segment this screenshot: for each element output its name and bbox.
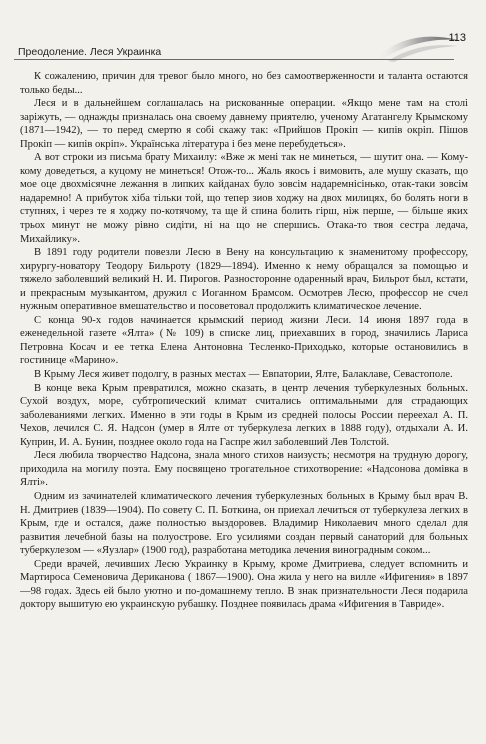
paragraph: А вот строки из письма брату Михаилу: «Вже ж мені так не минеться, — шутит она. — Кому-кому доведеться, а куцому не минеться! Отож-то... Жаль якось і вимовить, але мушу сказать, що мое оце двохмісячне лежання в липких кайданах було зовсім надаремнісінько, отак-таки зовсім надаремно! А прибуток хіба тільки той, що тепер зиов ходжу на двох милицях, бо болять ноги в ступнях, і через те я ходжу по-котячому, та ще й спина болить гірш, ніж перше, — більше яких трьох минут не можу рівно сидіти, ні на що не спершись. Отака-то твоя сестра ледача, Михайлику». [20, 152, 468, 245]
paragraph: Леся любила творчество Надсона, знала много стихов наизусть; несмотря на трудную дорогу, приходила на могилу поэта. Ему посвящено трогательное стихотворение: «Надсонова домівка в Ялті». [20, 450, 468, 489]
paragraph: Среди врачей, лечивших Лесю Украинку в Крыму, кроме Дмитриева, следует вспомнить и Мартироса Семеновича Дериканова ( 1867—1900). Она жила у него на вилле «Ифигения» в 1897—98 годах. Здесь ей было уютно и по-домашнему тепло. В знак признательности Леся подарила доктору вышитую ею украинскую рубашку. Позднее появилась драма «Ифигения в Тавриде». [20, 558, 468, 611]
paragraph: С конца 90-х годов начинается крымский период жизни Леси. 14 июня 1897 года в еженедельной газете «Ялта» (№ 109) в списке лиц, приехавших в город, значились Лариса Петровна Косач и ее тетка Елена Антоновна Тесленко-Приходько, которые остановились в гостинице «Марино». [20, 314, 468, 367]
paragraph: Одним из зачинателей климатического лечения туберкулезных больных в Крыму был врач В. Н. Дмитриев (1839—1904). По совету С. П. Боткина, он приехал лечиться от туберкулеза легких в Крым, где и остался, даже полностью выздоровев. Владимир Николаевич много сделал для развития лечебной базы на полуострове. Его усилиями создан первый санаторий для больных туберкулезом — «Яузлар» (1900 год), разработана методика лечения виноградным соком... [20, 490, 468, 557]
paragraph: В Крыму Леся живет подолгу, в разных местах — Евпатории, Ялте, Балаклаве, Севастополе. [34, 369, 453, 381]
paragraph: В 1891 году родители повезли Лесю в Вену на консультацию к знаменитому профессору, хирургу-новатору Теодору Бильроту (1829—1894). Именно к нему обращался за помощью и тяжело заболевший великий Н. И. Пирогов. Разностороннe одаренный врач, Бильрот был, кстати, и прекрасным музыкантом, дружил с Иоганном Брамсом. Осмотрев Лесю, профессор не счел нужным оперативное вмешательство и посоветовал продолжить климатическое лечение. [20, 247, 468, 313]
header-divider [14, 59, 454, 60]
decorative-swoosh-icon [374, 28, 460, 62]
paragraph: К сожалению, причин для тревог было много, но без самоотверженности и таланта остаются только беды... [20, 71, 468, 96]
running-header [14, 22, 472, 62]
paragraph: Леся и в дальнейшем соглашалась на рискованные операции. «Якщо мене там на столі заріжуть, — однажды призналась она своему давнему приятелю, ученому Агатангелу Крымскому (1871—1942), — то перед смертю я собі скажу так: «Прийшов Прокіп — кипів окріп. Пішов Прокіп — кипів окріп». Українська література і без мене перебудеться». [20, 98, 468, 150]
paragraph: В конце века Крым превратился, можно сказать, в центр лечения туберкулезных больных. Сухой воздух, море, субтропический климат считались оптимальными для страдающих заболеваниями легких. Именно в эти годы в Крым из средней полосы России переехал А. П. Чехов, лечился С. Я. Надсон (умер в Ялте от туберкулеза легких в 1888 году), отдыхали А. И. Куприн, И. А. Бунин, позднее около года на Гаспре жил заболевший Лев Толстой. [20, 382, 468, 448]
page-number: 113 [448, 32, 466, 44]
chapter-title: Преодоление. Леся Украинка [18, 46, 162, 58]
body-text [20, 70, 468, 612]
